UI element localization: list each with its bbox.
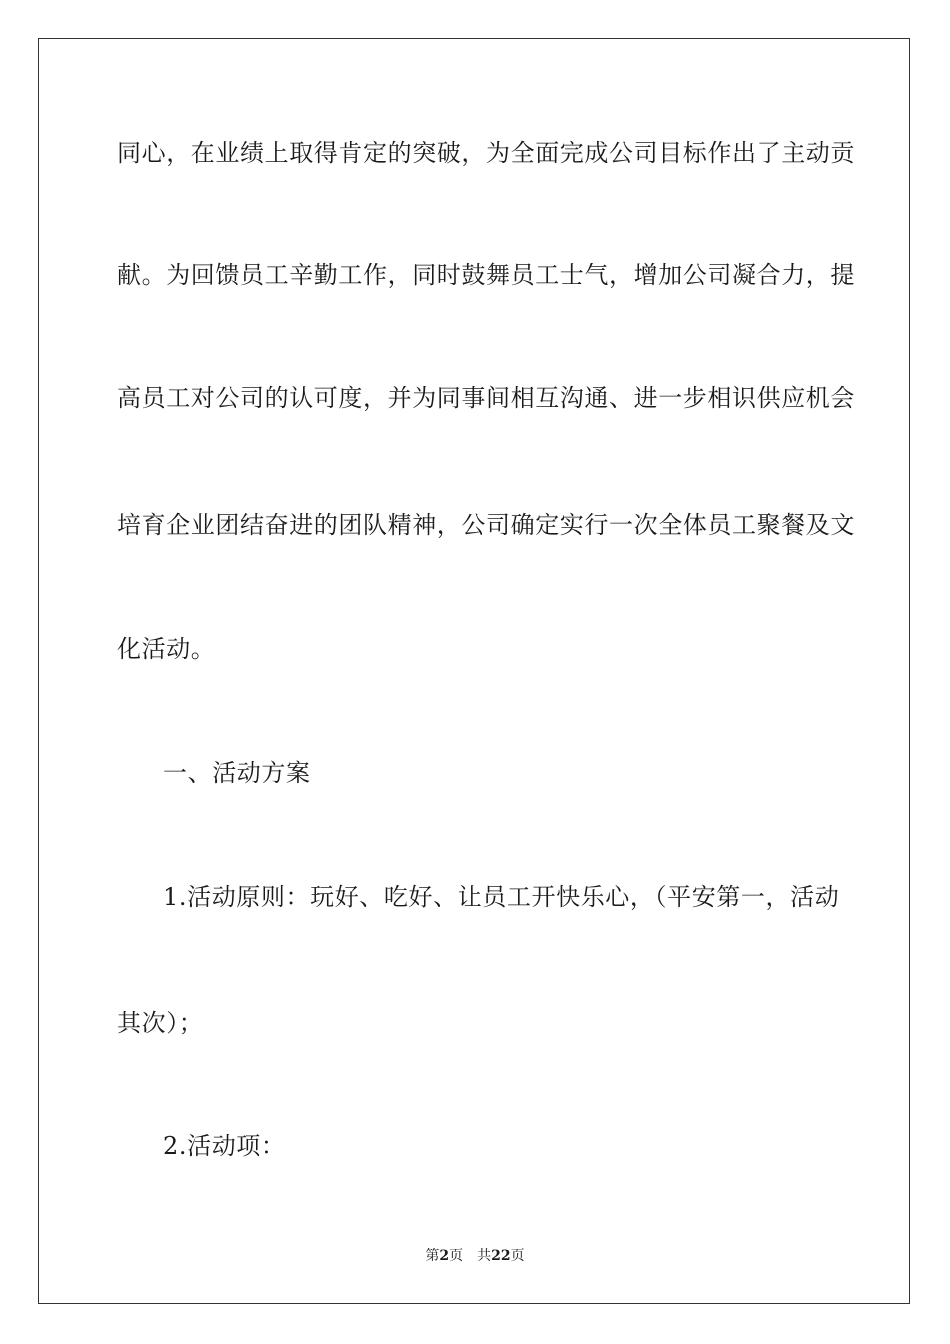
footer-page-unit: 页 [449, 1248, 464, 1264]
page-border [38, 38, 910, 1304]
page-footer [0, 1247, 950, 1265]
list-item-1-line-1: 1.活动原则：玩好、吃好、让员工开快乐心，（平安第一，活动 [163, 883, 840, 911]
list-item-2: 2.活动项： [163, 1132, 286, 1160]
body-line-5: 化活动。 [117, 635, 216, 663]
list-item-1-line-2: 其次）； [117, 1009, 204, 1037]
footer-page-total: 22 [491, 1248, 511, 1264]
body-line-2: 献。为回馈员工辛勤工作，同时鼓舞员工士气，增加公司凝合力，提 [117, 261, 855, 289]
section-heading: 一、活动方案 [163, 759, 311, 787]
body-line-1: 同心，在业绩上取得肯定的突破，为全面完成公司目标作出了主动贡 [117, 139, 855, 167]
footer-total-prefix: 共 [477, 1248, 492, 1264]
footer-page-prefix: 第 [425, 1248, 440, 1264]
body-line-4: 培育企业团结奋进的团队精神，公司确定实行一次全体员工聚餐及文 [117, 511, 855, 539]
footer-page-current: 2 [439, 1248, 450, 1264]
footer-total-unit: 页 [510, 1248, 525, 1264]
body-line-3: 高员工对公司的认可度，并为同事间相互沟通、进一步相识供应机会 [117, 384, 855, 412]
